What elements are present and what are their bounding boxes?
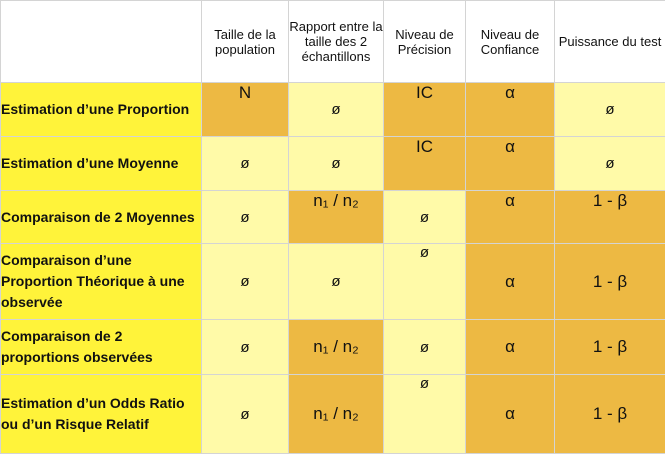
table-cell: 1 - β — [555, 375, 665, 454]
row-header: Comparaison de 2 proportions observées — [1, 320, 202, 375]
table-cell: ø — [384, 191, 466, 244]
table-cell: 1 - β — [555, 191, 665, 244]
table-cell: α — [466, 83, 555, 137]
row-header: Comparaison d’une Proportion Théorique à une observée — [1, 244, 202, 320]
table-cell: ø — [202, 320, 289, 375]
table-row — [1, 244, 665, 320]
table-cell: 1 - β — [555, 320, 665, 375]
table-cell: IC — [384, 137, 466, 191]
table-cell: ø — [289, 137, 384, 191]
table-row — [1, 137, 665, 191]
table-row — [1, 83, 665, 137]
table-cell: n₁ / n₂ — [289, 320, 384, 375]
table-cell: ø — [384, 375, 466, 454]
table-cell: n₁ / n₂ — [289, 191, 384, 244]
table-cell: n₁ / n₂ — [289, 375, 384, 454]
table-cell: ø — [555, 83, 665, 137]
table-cell: α — [466, 320, 555, 375]
table-cell: N — [202, 83, 289, 137]
table-cell: 1 - β — [555, 244, 665, 320]
col-header-power: Puissance du test — [555, 1, 665, 83]
table-cell: α — [466, 137, 555, 191]
table-cell: ø — [384, 320, 466, 375]
table-cell: ø — [202, 244, 289, 320]
table-cell: α — [466, 191, 555, 244]
table-cell: ø — [202, 191, 289, 244]
header-row — [1, 1, 665, 83]
table-cell: ø — [289, 244, 384, 320]
row-header: Comparaison de 2 Moyennes — [1, 191, 202, 244]
row-header: Estimation d’une Moyenne — [1, 137, 202, 191]
table-cell: ø — [555, 137, 665, 191]
corner-cell — [1, 1, 202, 83]
table-row — [1, 320, 665, 375]
col-header-ratio: Rapport entre la taille des 2 échantillons — [289, 1, 384, 83]
col-header-population: Taille de la population — [202, 1, 289, 83]
table-cell: ø — [289, 83, 384, 137]
table-cell: ø — [202, 137, 289, 191]
table-cell: IC — [384, 83, 466, 137]
table-row — [1, 375, 665, 454]
table-cell: ø — [384, 244, 466, 320]
col-header-precision: Niveau de Précision — [384, 1, 466, 83]
table-cell: ø — [202, 375, 289, 454]
table-row — [1, 191, 665, 244]
row-header: Estimation d’un Odds Ratio ou d’un Risque Relatif — [1, 375, 202, 454]
table-cell: α — [466, 244, 555, 320]
row-header: Estimation d’une Proportion — [1, 83, 202, 137]
col-header-confidence: Niveau de Confiance — [466, 1, 555, 83]
table-cell: α — [466, 375, 555, 454]
